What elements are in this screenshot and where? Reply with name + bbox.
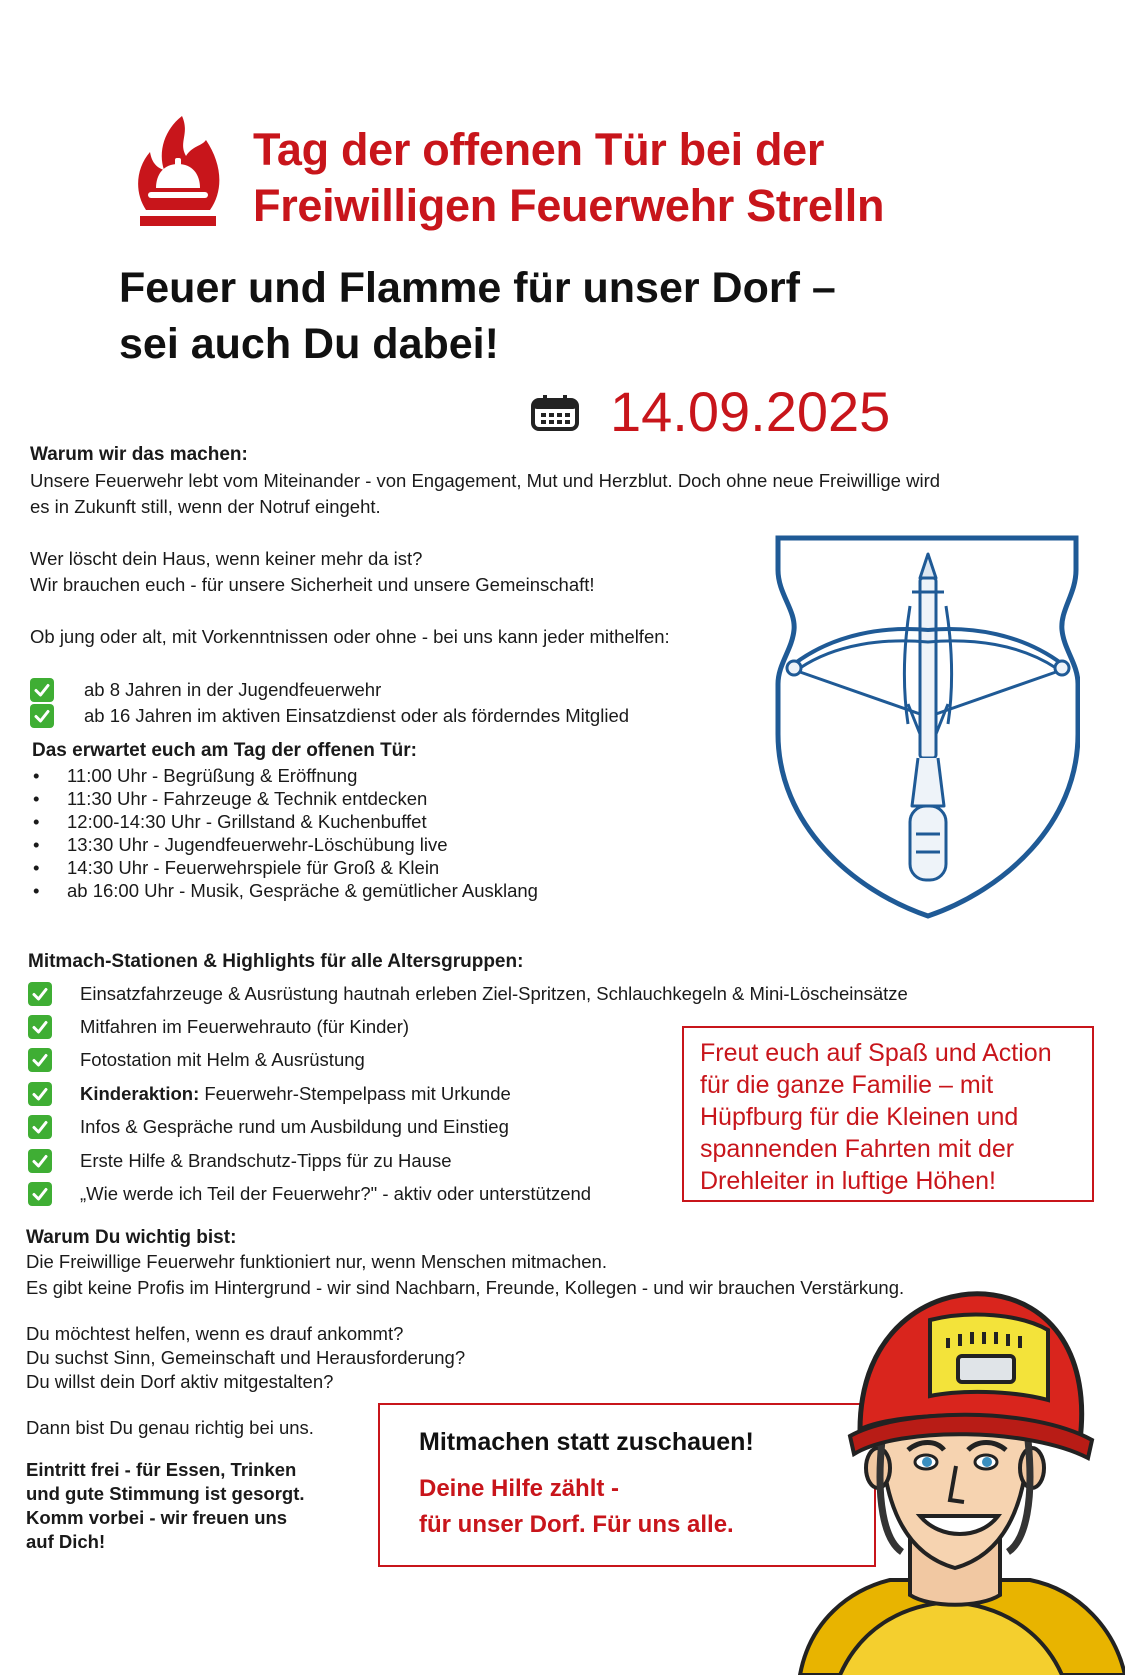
- check-mark-icon: [28, 1115, 52, 1139]
- check-mark-icon: [30, 678, 54, 702]
- list-item: • 12:00-14:30 Uhr - Grillstand & Kuchenbuffet: [30, 810, 538, 833]
- station-label: Mitfahren im Feuerwehrauto (für Kinder): [80, 1016, 410, 1038]
- check-mark-icon: [28, 1082, 52, 1106]
- entry-line: Eintritt frei - für Essen, Trinken: [26, 1459, 297, 1480]
- age-groups-list: [30, 677, 629, 729]
- event-date: 14.09.2025: [610, 380, 891, 443]
- station-label: Fotostation mit Helm & Ausrüstung: [80, 1049, 365, 1071]
- entry-line: Komm vorbei - wir freuen uns: [26, 1507, 288, 1528]
- subtitle-line-2: sei auch Du dabei!: [119, 320, 499, 368]
- action-line: Freut euch auf Spaß und Action: [700, 1039, 1052, 1067]
- why-you-closing: Dann bist Du genau richtig bei uns.: [26, 1417, 314, 1438]
- check-mark-icon: [28, 982, 52, 1006]
- check-mark-icon: [28, 1048, 52, 1072]
- list-item: [28, 977, 908, 1010]
- list-item: [30, 677, 629, 703]
- title-line-1: Tag der offenen Tür bei der: [253, 124, 825, 175]
- why-you-question-1: Du möchtest helfen, wenn es drauf ankommt?: [26, 1323, 404, 1344]
- check-mark-icon: [28, 1015, 52, 1039]
- station-label: [80, 1083, 511, 1105]
- program-heading: Das erwartet euch am Tag der offenen Tür:: [32, 740, 418, 761]
- crossbow-crest-icon: [774, 534, 1080, 920]
- cta-line-1: Deine Hilfe zählt -: [419, 1475, 620, 1502]
- why-paragraph-line-1: Unsere Feuerwehr lebt vom Miteinander - von Engagement, Mut und Herzblut. Doch ohne neue Freiwillige wird: [30, 470, 941, 491]
- subtitle-line-1: Feuer und Flamme für unser Dorf –: [119, 264, 836, 312]
- page-subtitle: [119, 260, 836, 372]
- check-mark-icon: [28, 1149, 52, 1173]
- station-label: Erste Hilfe & Brandschutz-Tipps für zu Hause: [80, 1149, 452, 1171]
- question-line-2: Wir brauchen euch - für unsere Sicherheit und unsere Gemeinschaft!: [30, 574, 595, 595]
- why-you-heading: Warum Du wichtig bist:: [26, 1227, 237, 1248]
- kinderaktion-text: Feuerwehr-Stempelpass mit Urkunde: [204, 1082, 511, 1104]
- why-you-line-1: Die Freiwillige Feuerwehr funktioniert nur, wenn Menschen mitmachen.: [26, 1251, 607, 1272]
- group-label: ab 16 Jahren im aktiven Einsatzdienst oder als förderndes Mitglied: [84, 705, 630, 726]
- kinderaktion-label: Kinderaktion:: [80, 1082, 200, 1104]
- entry-line: und gute Stimmung ist gesorgt.: [26, 1483, 305, 1504]
- list-item: • 11:00 Uhr - Begrüßung & Eröffnung: [30, 764, 538, 787]
- stations-heading: Mitmach-Stationen & Highlights für alle Altersgruppen:: [28, 951, 524, 972]
- cta-title: Mitmachen statt zuschauen!: [419, 1428, 754, 1456]
- title-line-2: Freiwilligen Feuerwehr Strelln: [253, 180, 885, 231]
- page-title: [253, 122, 884, 234]
- action-line: Drehleiter in luftige Höhen!: [700, 1167, 996, 1195]
- list-item: • 14:30 Uhr - Feuerwehrspiele für Groß & Klein: [30, 856, 538, 879]
- action-line: spannenden Fahrten mit der: [700, 1135, 1015, 1163]
- list-item: • 11:30 Uhr - Fahrzeuge & Technik entdecken: [30, 787, 538, 810]
- fire-helmet-icon: [130, 112, 226, 232]
- why-paragraph-line-2: es in Zukunft still, wenn der Notruf eingeht.: [30, 496, 381, 517]
- firefighter-illustration: [780, 1290, 1125, 1675]
- action-line: für die ganze Familie – mit: [700, 1071, 994, 1099]
- station-label: Einsatzfahrzeuge & Ausrüstung hautnah erleben Ziel-Spritzen, Schlauchkegeln & Mini-Löscheinsätze: [80, 982, 908, 1004]
- group-label: ab 8 Jahren in der Jugendfeuerwehr: [84, 679, 382, 700]
- why-you-question-3: Du willst dein Dorf aktiv mitgestalten?: [26, 1371, 334, 1392]
- entry-free-note: [26, 1458, 305, 1554]
- why-you-line-2: Es gibt keine Profis im Hintergrund - wir sind Nachbarn, Freunde, Kollegen - und wir brauchen Verstärkung.: [26, 1277, 905, 1298]
- why-you-question-2: Du suchst Sinn, Gemeinschaft und Herausforderung?: [26, 1347, 466, 1368]
- action-callout-box: [682, 1026, 1094, 1202]
- station-label: Infos & Gespräche rund um Ausbildung und Einstieg: [80, 1116, 509, 1138]
- cta-line-2: für unser Dorf. Für uns alle.: [419, 1511, 734, 1538]
- list-item: [30, 703, 629, 729]
- why-we-do-it-heading: Warum wir das machen:: [30, 444, 248, 465]
- check-mark-icon: [30, 704, 54, 728]
- entry-line: auf Dich!: [26, 1531, 106, 1552]
- invite-line: Ob jung oder alt, mit Vorkenntnissen oder ohne - bei uns kann jeder mithelfen:: [30, 626, 670, 647]
- question-line-1: Wer löscht dein Haus, wenn keiner mehr da ist?: [30, 548, 423, 569]
- calendar-icon: [530, 394, 580, 432]
- action-line: Hüpfburg für die Kleinen und: [700, 1103, 1019, 1131]
- list-item: • ab 16:00 Uhr - Musik, Gespräche & gemütlicher Ausklang: [30, 879, 538, 902]
- list-item: • 13:30 Uhr - Jugendfeuerwehr-Löschübung live: [30, 833, 538, 856]
- program-list: [30, 764, 538, 902]
- station-label: „Wie werde ich Teil der Feuerwehr?" - aktiv oder unterstützend: [80, 1183, 592, 1205]
- check-mark-icon: [28, 1182, 52, 1206]
